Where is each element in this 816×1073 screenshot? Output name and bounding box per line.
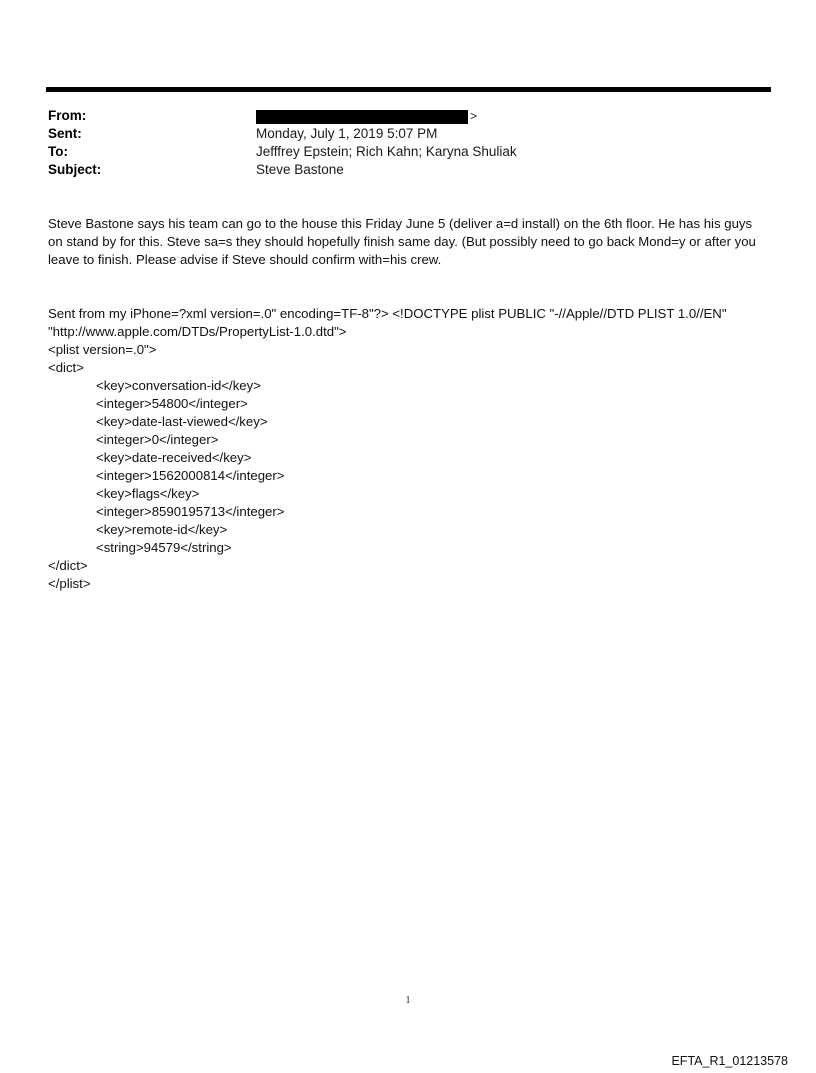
sent-value: Monday, July 1, 2019 5:07 PM	[256, 126, 438, 141]
dict-open-line: <dict>	[48, 360, 84, 375]
redaction-bar	[256, 110, 468, 124]
subject-value: Steve Bastone	[256, 162, 344, 177]
from-value	[256, 107, 477, 125]
from-label: From:	[48, 108, 87, 123]
to-row	[48, 143, 768, 161]
plist-entry: <key>date-last-viewed</key>	[96, 414, 268, 429]
email-body: Steve Bastone says his team can go to the house this Friday June 5 (deliver a=d install) on the 6th floor. He has his guys on stand by for this. Steve sa=s they should hopefully finish same day. (But possibly need to go back Mond=y or after you leave to finish. Please advise if Steve should confirm with=his crew.	[48, 216, 756, 267]
sent-row	[48, 125, 768, 143]
plist-entry: <key>conversation-id</key>	[96, 378, 261, 393]
plist-entry: <integer>54800</integer>	[96, 396, 248, 411]
sent-label: Sent:	[48, 126, 82, 141]
plist-entry: <integer>0</integer>	[96, 432, 219, 447]
plist-block	[48, 305, 770, 593]
to-value: Jefffrey Epstein; Rich Kahn; Karyna Shuliak	[256, 144, 517, 159]
plist-entry: <key>flags</key>	[96, 486, 200, 501]
plist-entry: <key>remote-id</key>	[96, 522, 228, 537]
to-label: To:	[48, 144, 68, 159]
doctype-url-line: "http://www.apple.com/DTDs/PropertyList-1.0.dtd">	[48, 324, 347, 339]
signature-line: Sent from my iPhone=?xml version=.0" encoding=TF-8"?> <!DOCTYPE plist PUBLIC "-//Apple//DTD PLIST 1.0//EN"	[48, 306, 727, 321]
plist-entry: <key>date-received</key>	[96, 450, 252, 465]
from-value-suffix: >	[470, 109, 478, 123]
bates-number: EFTA_R1_01213578	[671, 1054, 788, 1068]
plist-entry: <string>94579</string>	[96, 540, 232, 555]
subject-row	[48, 161, 768, 179]
plist-open-line: <plist version=.0">	[48, 342, 157, 357]
email-header	[48, 107, 768, 179]
from-row	[48, 107, 768, 125]
plist-entry: <integer>1562000814</integer>	[96, 468, 285, 483]
plist-entry: <integer>8590195713</integer>	[96, 504, 285, 519]
dict-close-line: </dict>	[48, 558, 88, 573]
subject-label: Subject:	[48, 162, 102, 177]
plist-close-line: </plist>	[48, 576, 91, 591]
header-rule	[46, 87, 771, 92]
page-number: 1	[405, 995, 411, 1006]
